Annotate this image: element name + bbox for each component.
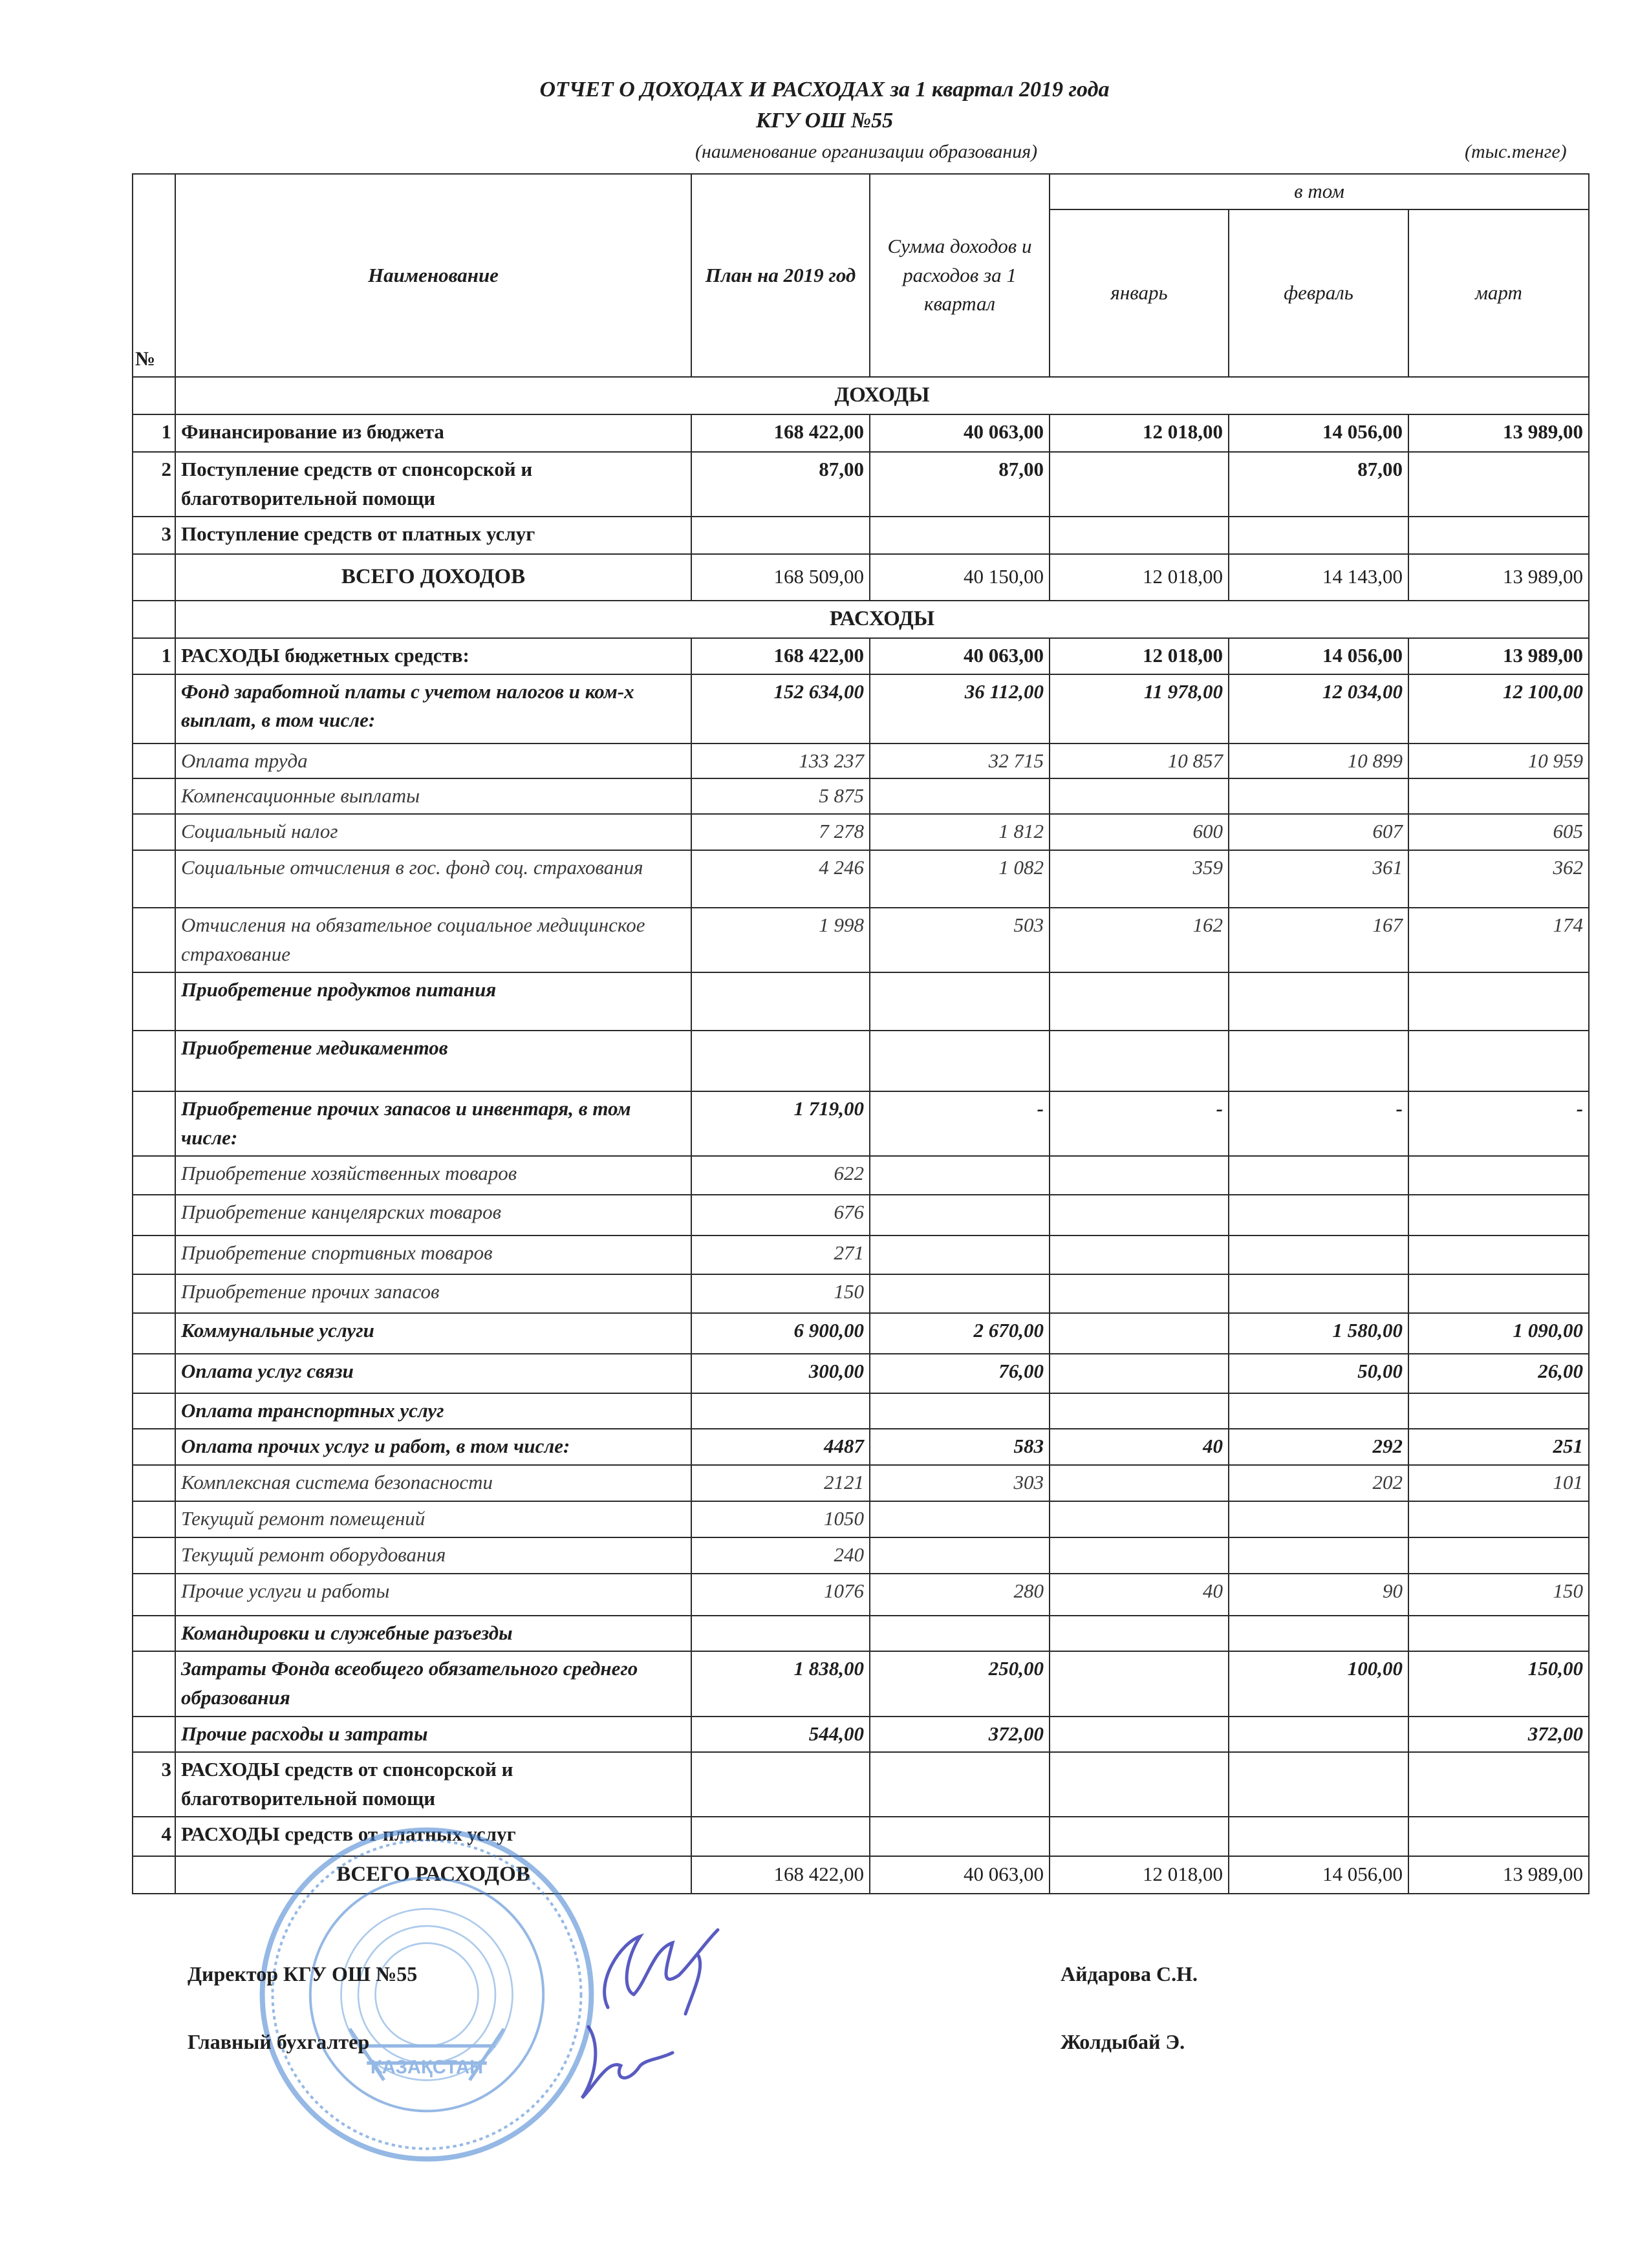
cell-sum: 303 [870,1465,1050,1501]
cell-mar [1408,1156,1589,1195]
cell-jan: 10 857 [1050,744,1229,779]
table-row [133,674,1589,744]
row-name: Социальный налог [175,814,691,850]
row-number [133,1717,175,1752]
table-row [133,1429,1589,1465]
cell-jan [1050,1236,1229,1274]
cell-sum: 280 [870,1574,1050,1616]
cell-mar: 101 [1408,1465,1589,1501]
row-name: Поступление средств от платных услуг [175,517,691,554]
cell-feb: 607 [1229,814,1408,850]
row-number [133,1574,175,1616]
cell-feb [1229,1817,1408,1856]
cell-plan [691,1393,870,1429]
income-section-row [133,377,1589,414]
cell-sum: 1 812 [870,814,1050,850]
income-total-row [133,554,1589,601]
expenses-section-header: РАСХОДЫ [175,601,1589,638]
row-number [133,1236,175,1274]
total-mar: 13 989,00 [1408,1856,1589,1894]
table-row [133,452,1589,517]
cell-plan: 5 875 [691,778,870,814]
director-signature [582,1917,737,2020]
cell-feb [1229,1393,1408,1429]
cell-mar [1408,517,1589,554]
row-number [133,778,175,814]
cell-feb [1229,517,1408,554]
cell-feb [1229,1236,1408,1274]
cell-mar: 150 [1408,1574,1589,1616]
row-number [133,674,175,744]
row-name: Текущий ремонт помещений [175,1501,691,1537]
cell-plan: 6 900,00 [691,1313,870,1354]
row-number [133,1856,175,1894]
cell-mar [1408,972,1589,1031]
col-jan-header: январь [1050,209,1229,377]
cell-sum [870,972,1050,1031]
cell-mar [1408,1274,1589,1313]
row-number [133,1156,175,1195]
cell-feb [1229,1717,1408,1752]
table-row [133,1274,1589,1313]
cell-mar [1408,778,1589,814]
cell-feb [1229,1195,1408,1236]
cell-sum: 40 063,00 [870,414,1050,452]
table-row [133,850,1589,908]
cell-jan [1050,517,1229,554]
cell-mar [1408,1537,1589,1574]
table-row [133,1236,1589,1274]
col-name-header: Наименование [175,174,691,377]
table-row [133,1091,1589,1156]
table-row [133,778,1589,814]
row-number [133,554,175,601]
total-plan: 168 509,00 [691,554,870,601]
cell-mar: - [1408,1091,1589,1156]
cell-jan: - [1050,1091,1229,1156]
cell-sum: 583 [870,1429,1050,1465]
row-name: Приобретение спортивных товаров [175,1236,691,1274]
table-row [133,908,1589,972]
cell-plan: 150 [691,1274,870,1313]
cell-jan [1050,1354,1229,1393]
cell-sum: - [870,1091,1050,1156]
row-name: Оплата труда [175,744,691,779]
table-row [133,1465,1589,1501]
total-feb: 14 056,00 [1229,1856,1408,1894]
cell-mar [1408,1236,1589,1274]
col-in-that-header: в том [1050,174,1589,209]
cell-jan [1050,1817,1229,1856]
cell-jan [1050,1537,1229,1574]
stamp-text: ҚАЗАҚСТАН [370,2057,484,2078]
cell-feb: 202 [1229,1465,1408,1501]
row-number [133,1651,175,1717]
cell-sum [870,778,1050,814]
cell-jan: 12 018,00 [1050,638,1229,674]
cell-feb: 90 [1229,1574,1408,1616]
cell-mar [1408,1393,1589,1429]
row-name: Финансирование из бюджета [175,414,691,452]
cell-feb: - [1229,1091,1408,1156]
total-sum: 40 063,00 [870,1856,1050,1894]
cell-sum [870,1195,1050,1236]
cell-mar: 13 989,00 [1408,638,1589,674]
row-name: Командировки и служебные разъезды [175,1616,691,1651]
units-label: (тыс.тенге) [1465,141,1567,162]
cell-sum: 32 715 [870,744,1050,779]
cell-mar: 150,00 [1408,1651,1589,1717]
table-row [133,1651,1589,1717]
cell-mar: 174 [1408,908,1589,972]
total-label: ВСЕГО ДОХОДОВ [175,554,691,601]
col-sum-header: Сумма доходов и расходов за 1 квартал [870,174,1050,377]
row-number: 4 [133,1817,175,1856]
row-number [133,377,175,414]
cell-feb: 292 [1229,1429,1408,1465]
table-row [133,1195,1589,1236]
organization-name: КГУ ОШ №55 [755,109,894,133]
cell-plan: 300,00 [691,1354,870,1393]
row-name: РАСХОДЫ бюджетных средств: [175,638,691,674]
cell-jan [1050,1616,1229,1651]
row-name: Коммунальные услуги [175,1313,691,1354]
cell-plan: 87,00 [691,452,870,517]
report-title: ОТЧЕТ О ДОХОДАХ И РАСХОДАХ за 1 квартал 2019 года [539,78,1110,102]
cell-sum [870,1236,1050,1274]
cell-jan [1050,1274,1229,1313]
cell-mar: 605 [1408,814,1589,850]
cell-mar: 26,00 [1408,1354,1589,1393]
row-number [133,972,175,1031]
cell-feb [1229,1156,1408,1195]
table-row [133,744,1589,779]
row-name: Текущий ремонт оборудования [175,1537,691,1574]
table-row [133,517,1589,554]
cell-jan: 600 [1050,814,1229,850]
cell-sum: 76,00 [870,1354,1050,1393]
cell-plan: 676 [691,1195,870,1236]
cell-sum [870,1031,1050,1091]
cell-feb [1229,1274,1408,1313]
cell-feb: 10 899 [1229,744,1408,779]
cell-feb [1229,1616,1408,1651]
cell-plan: 544,00 [691,1717,870,1752]
income-section-header: ДОХОДЫ [175,377,1589,414]
cell-mar: 13 989,00 [1408,414,1589,452]
row-number [133,1091,175,1156]
row-number [133,1274,175,1313]
cell-mar: 10 959 [1408,744,1589,779]
row-number [133,1429,175,1465]
row-number [133,744,175,779]
cell-mar [1408,1817,1589,1856]
row-name: Прочие услуги и работы [175,1574,691,1616]
cell-plan: 168 422,00 [691,638,870,674]
total-plan: 168 422,00 [691,1856,870,1894]
cell-sum [870,517,1050,554]
table-row [133,1501,1589,1537]
cell-sum [870,1501,1050,1537]
table-row [133,1031,1589,1091]
total-feb: 14 143,00 [1229,554,1408,601]
cell-mar: 372,00 [1408,1717,1589,1752]
cell-sum [870,1752,1050,1817]
total-jan: 12 018,00 [1050,1856,1229,1894]
director-label: Директор КГУ ОШ №55 [188,1962,418,1985]
cell-mar [1408,1616,1589,1651]
cell-plan [691,1752,870,1817]
cell-plan: 1 719,00 [691,1091,870,1156]
table-row [133,638,1589,674]
row-name: Приобретение прочих запасов [175,1274,691,1313]
cell-plan: 1 998 [691,908,870,972]
row-number [133,601,175,638]
row-name: Поступление средств от спонсорской и благотворительной помощи [175,452,691,517]
cell-jan [1050,1393,1229,1429]
row-name: Фонд заработной платы с учетом налогов и ком-х выплат, в том числе: [175,674,691,744]
cell-plan: 152 634,00 [691,674,870,744]
cell-feb [1229,778,1408,814]
cell-jan [1050,778,1229,814]
row-name: Оплата транспортных услуг [175,1393,691,1429]
table-row [133,1537,1589,1574]
cell-mar [1408,1031,1589,1091]
cell-sum: 250,00 [870,1651,1050,1717]
cell-mar [1408,452,1589,517]
cell-feb: 12 034,00 [1229,674,1408,744]
director-name: Айдарова С.Н. [1061,1962,1198,1985]
cell-mar [1408,1501,1589,1537]
row-number [133,1501,175,1537]
cell-mar [1408,1195,1589,1236]
table-row [133,1313,1589,1354]
cell-mar: 12 100,00 [1408,674,1589,744]
row-name: Затраты Фонда всеобщего обязательного среднего образования [175,1651,691,1717]
cell-jan: 11 978,00 [1050,674,1229,744]
total-sum: 40 150,00 [870,554,1050,601]
header-row [133,174,1589,209]
table-row [133,1616,1589,1651]
row-number: 3 [133,1752,175,1817]
row-name: РАСХОДЫ средств от платных услуг [175,1817,691,1856]
cell-jan: 40 [1050,1429,1229,1465]
table-row [133,414,1589,452]
cell-sum: 36 112,00 [870,674,1050,744]
cell-sum: 372,00 [870,1717,1050,1752]
cell-plan: 2121 [691,1465,870,1501]
table-row [133,814,1589,850]
cell-sum: 503 [870,908,1050,972]
cell-sum: 1 082 [870,850,1050,908]
table-row [133,1393,1589,1429]
cell-jan [1050,972,1229,1031]
cell-plan: 1 838,00 [691,1651,870,1717]
cell-feb: 167 [1229,908,1408,972]
cell-sum [870,1817,1050,1856]
row-number [133,1537,175,1574]
cell-sum: 40 063,00 [870,638,1050,674]
cell-sum: 87,00 [870,452,1050,517]
cell-jan [1050,1717,1229,1752]
row-name: Прочие расходы и затраты [175,1717,691,1752]
cell-mar [1408,1752,1589,1817]
cell-feb: 1 580,00 [1229,1313,1408,1354]
cell-feb [1229,972,1408,1031]
total-label: ВСЕГО РАСХОДОВ [175,1856,691,1894]
cell-feb: 87,00 [1229,452,1408,517]
cell-plan [691,1616,870,1651]
table-row [133,1354,1589,1393]
cell-feb: 50,00 [1229,1354,1408,1393]
table-row [133,1717,1589,1752]
row-name: Приобретение медикаментов [175,1031,691,1091]
cell-jan [1050,1031,1229,1091]
cell-plan: 622 [691,1156,870,1195]
row-name: Оплата прочих услуг и работ, в том числе: [175,1429,691,1465]
row-number [133,1616,175,1651]
row-name: Приобретение продуктов питания [175,972,691,1031]
row-number [133,908,175,972]
cell-sum [870,1616,1050,1651]
cell-jan [1050,1501,1229,1537]
cell-jan [1050,1651,1229,1717]
organization-caption: (наименование организации образования) [695,141,1038,162]
row-name: Приобретение канцелярских товаров [175,1195,691,1236]
cell-sum: 2 670,00 [870,1313,1050,1354]
cell-sum [870,1274,1050,1313]
cell-jan: 40 [1050,1574,1229,1616]
table-row [133,1574,1589,1616]
cell-jan [1050,1313,1229,1354]
cell-feb [1229,1537,1408,1574]
cell-plan [691,972,870,1031]
cell-feb [1229,1031,1408,1091]
row-name: Отчисления на обязательное социальное медицинское страхование [175,908,691,972]
row-number [133,1313,175,1354]
row-number: 2 [133,452,175,517]
cell-mar: 251 [1408,1429,1589,1465]
col-feb-header: февраль [1229,209,1408,377]
expenses-section-row [133,601,1589,638]
cell-plan: 7 278 [691,814,870,850]
row-name: Социальные отчисления в гос. фонд соц. страхования [175,850,691,908]
row-name: Приобретение прочих запасов и инвентаря, в том числе: [175,1091,691,1156]
cell-plan: 1076 [691,1574,870,1616]
col-mar-header: март [1408,209,1589,377]
accountant-name: Жолдыбай Э. [1061,2030,1185,2053]
total-mar: 13 989,00 [1408,554,1589,601]
row-number [133,850,175,908]
col-plan-header: План на 2019 год [691,174,870,377]
cell-feb: 14 056,00 [1229,414,1408,452]
cell-feb: 361 [1229,850,1408,908]
row-number [133,1354,175,1393]
cell-jan [1050,1752,1229,1817]
row-name: Приобретение хозяйственных товаров [175,1156,691,1195]
cell-jan [1050,1465,1229,1501]
official-stamp [255,1823,598,2166]
cell-sum [870,1393,1050,1429]
cell-plan: 240 [691,1537,870,1574]
row-name: Компенсационные выплаты [175,778,691,814]
row-name: Комплексная система безопасности [175,1465,691,1501]
total-jan: 12 018,00 [1050,554,1229,601]
cell-plan: 1050 [691,1501,870,1537]
accountant-label: Главный бухгалтер [188,2030,370,2053]
cell-plan [691,517,870,554]
table-row [133,972,1589,1031]
cell-plan: 271 [691,1236,870,1274]
cell-jan: 162 [1050,908,1229,972]
cell-jan [1050,1156,1229,1195]
cell-sum [870,1537,1050,1574]
cell-mar: 362 [1408,850,1589,908]
row-name: Оплата услуг связи [175,1354,691,1393]
row-number [133,1195,175,1236]
row-number [133,1393,175,1429]
report-table [132,173,1590,1894]
cell-jan [1050,452,1229,517]
cell-plan [691,1817,870,1856]
cell-plan [691,1031,870,1091]
table-row [133,1752,1589,1817]
row-number: 1 [133,414,175,452]
row-name: РАСХОДЫ средств от спонсорской и благотворительной помощи [175,1752,691,1817]
cell-feb: 14 056,00 [1229,638,1408,674]
cell-sum [870,1156,1050,1195]
row-number [133,814,175,850]
table-row [133,1156,1589,1195]
cell-plan: 4 246 [691,850,870,908]
cell-plan: 133 237 [691,744,870,779]
cell-jan [1050,1195,1229,1236]
cell-plan: 4487 [691,1429,870,1465]
cell-mar: 1 090,00 [1408,1313,1589,1354]
cell-jan: 12 018,00 [1050,414,1229,452]
accountant-signature [569,2020,698,2104]
row-number: 1 [133,638,175,674]
cell-jan: 359 [1050,850,1229,908]
row-number [133,1465,175,1501]
cell-plan: 168 422,00 [691,414,870,452]
row-number: 3 [133,517,175,554]
cell-feb: 100,00 [1229,1651,1408,1717]
col-no-header: № [133,174,175,377]
cell-feb [1229,1501,1408,1537]
cell-feb [1229,1752,1408,1817]
row-number [133,1031,175,1091]
